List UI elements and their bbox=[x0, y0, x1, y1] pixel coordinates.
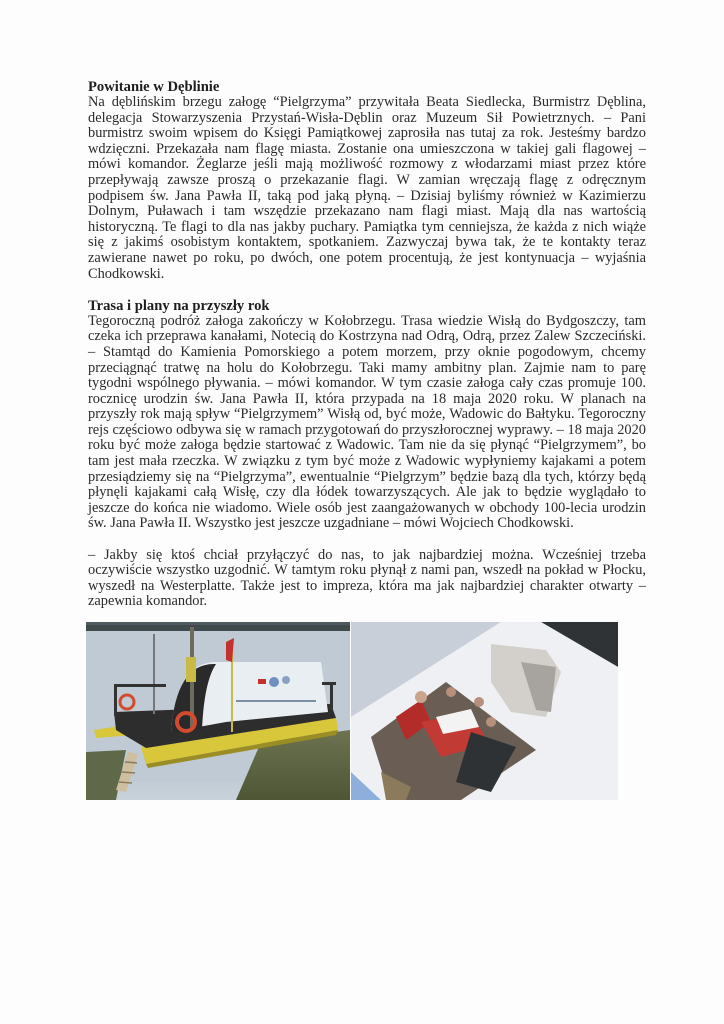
section-heading-welcome: Powitanie w Dęblinie bbox=[88, 79, 220, 95]
paragraph-invitation: – Jakby się ktoś chciał przyłączyć do nas, to jak najbardziej można. Wcześniej trzeba oczywiście wszystko uzgodnić. W tamtym roku płynął z nami pan, wszedł na pokład w Płocku, wyszedł na Westerplatte. Także jest to impreza, która ma jak najbardziej charakter otwarty – zapewnia komandor. bbox=[88, 546, 646, 610]
photo-raft-on-river bbox=[86, 622, 350, 800]
article-body bbox=[88, 79, 646, 610]
photo-guestbook-page bbox=[351, 622, 618, 800]
paragraph-spacer bbox=[88, 532, 646, 548]
paragraph-route: Tegoroczną podróż załoga zakończy w Kołobrzegu. Trasa wiedzie Wisłą do Bydgoszczy, tam czeka ich przeprawa kanałami, Notecią do Kostrzyna nad Odrą, Odrą, przez Zalew Szczeciński. – Stamtąd do Kamienia Pomorskiego a potem morzem, przy oknie pogodowym, chcemy przeciągnąć tratwę na holu do Kołobrzegu. Taki mamy ambitny plan. Zajmie nam to parę tygodni wspólnego pływania. – mówi komandor. W tym czasie załoga cały czas promuje 100. rocznicę urodzin św. Jana Pawła II, która przypada na 18 maja 2020 roku. W planach na przyszły rok mają spływ “Pielgrzymem” Wisłą od, być może, Wadowic do Bałtyku. Tegoroczny rejs częściowo odbywa się w ramach przygotowań do przyszłorocznej wyprawy. – 18 maja 2020 roku być może załoga będzie startować z Wadowic. Tam nie da się płynąć “Pielgrzymem”, bo tam jest mała rzeczka. W związku z tym być może z Wadowic wypłyniemy kajakami a potem przesiądziemy się na “Pielgrzyma”, ewentualnie “Pielgrzym” będzie bazą dla tych, którzy będą płynęli kajakami całą Wisłę, czy dla łódek towarzyszących. Ale jak to będzie wyglądało to jeszcze do końca nie wiadomo. Wiele osób jest zaangażowanych w obchody 100-lecia urodzin św. Jana Pawła II. Wszystko jest jeszcze uzgadniane – mówi Wojciech Chodkowski. bbox=[88, 312, 646, 532]
photo-row bbox=[86, 622, 618, 800]
paragraph-welcome: Na dęblińskim brzegu załogę “Pielgrzyma” przywitała Beata Siedlecka, Burmistrz Dęblina, delegacja Stowarzyszenia Przystań-Wisła-Dęblin oraz Muzeum Sił Powietrznych. – Pani burmistrz swoim wpisem do Księgi Pamiątkowej zaprosiła nas tutaj za rok. Jesteśmy bardzo wdzięczni. Przekazała nam flagę miasta. Zostanie ona umieszczona w takiej gali flagowej – mówi komandor. Żeglarze jeśli mają możliwość rozmowy z włodarzami miast przez które przepływają zawsze proszą o przekazanie flagi. W zamian wręczają flagę z odręcznym podpisem św. Jana Pawła II, taką pod jaką płyną. – Dzisiaj byliśmy również w Kazimierzu Dolnym, Puławach i tam wszędzie przekazano nam flagi miast. Mają dla nas wartością historyczną. Te flagi to dla nas jakby puchary. Pamiątka tym cenniejsza, że każda z nich wiąże się z jakimś osobistym kontaktem, spotkaniem. Zazwyczaj bywa tak, że te kontakty teraz zawierane nawet po roku, po dwóch, one potem procentują, że jest kontynuacja – wyjaśnia Chodkowski. bbox=[88, 94, 646, 282]
section-heading-route: Trasa i plany na przyszły rok bbox=[88, 297, 270, 314]
paragraph-spacer bbox=[88, 282, 646, 298]
